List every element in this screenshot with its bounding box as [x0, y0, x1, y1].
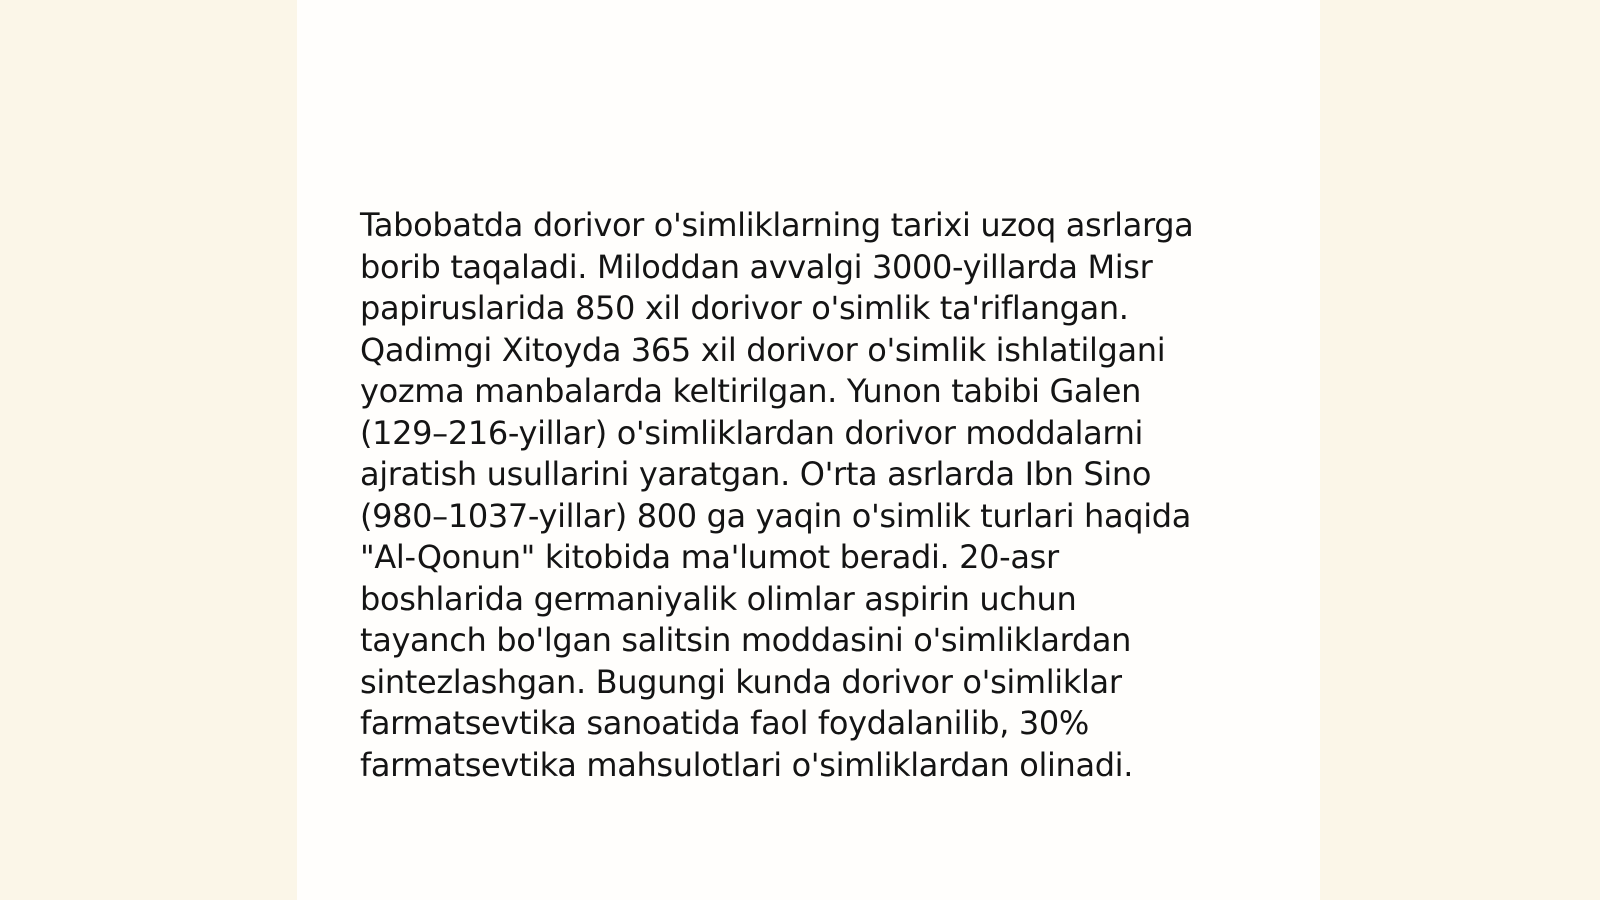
paragraph-line: borib taqaladi. Miloddan avvalgi 3000-yillarda Misr: [360, 247, 1153, 286]
paragraph-line: papiruslarida 850 xil dorivor o'simlik ta'riflangan.: [360, 289, 1129, 327]
paragraph-line: (980–1037-yillar) 800 ga yaqin o'simlik turlari haqida: [360, 496, 1191, 535]
paragraph-line: sintezlashgan. Bugungi kunda dorivor o'simliklar: [360, 662, 1122, 701]
paragraph-line: Tabobatda dorivor o'simliklarning tarixi uzoq asrlarga: [360, 206, 1194, 244]
paragraph-line: farmatsevtika mahsulotlari o'simliklardan olinadi.: [360, 745, 1134, 784]
paragraph-line: yozma manbalarda keltirilgan. Yunon tabibi Galen: [360, 372, 1141, 410]
paragraph-line: ajratish usullarini yaratgan. O'rta asrlarda Ibn Sino: [360, 455, 1152, 493]
body-paragraph: [360, 205, 1260, 786]
paragraph-line: "Al-Qonun" kitobida ma'lumot beradi. 20-asr: [360, 538, 1059, 576]
paragraph-line: farmatsevtika sanoatida faol foydalanilib, 30%: [360, 704, 1089, 742]
paragraph-line: Qadimgi Xitoyda 365 xil dorivor o'simlik ishlatilgani: [360, 330, 1166, 369]
document-page: [297, 0, 1320, 900]
paragraph-line: (129–216-yillar) o'simliklardan dorivor moddalarni: [360, 413, 1144, 452]
paragraph-line: boshlarida germaniyalik olimlar aspirin uchun: [360, 579, 1077, 618]
paragraph-line: tayanch bo'lgan salitsin moddasini o'simliklardan: [360, 621, 1132, 659]
